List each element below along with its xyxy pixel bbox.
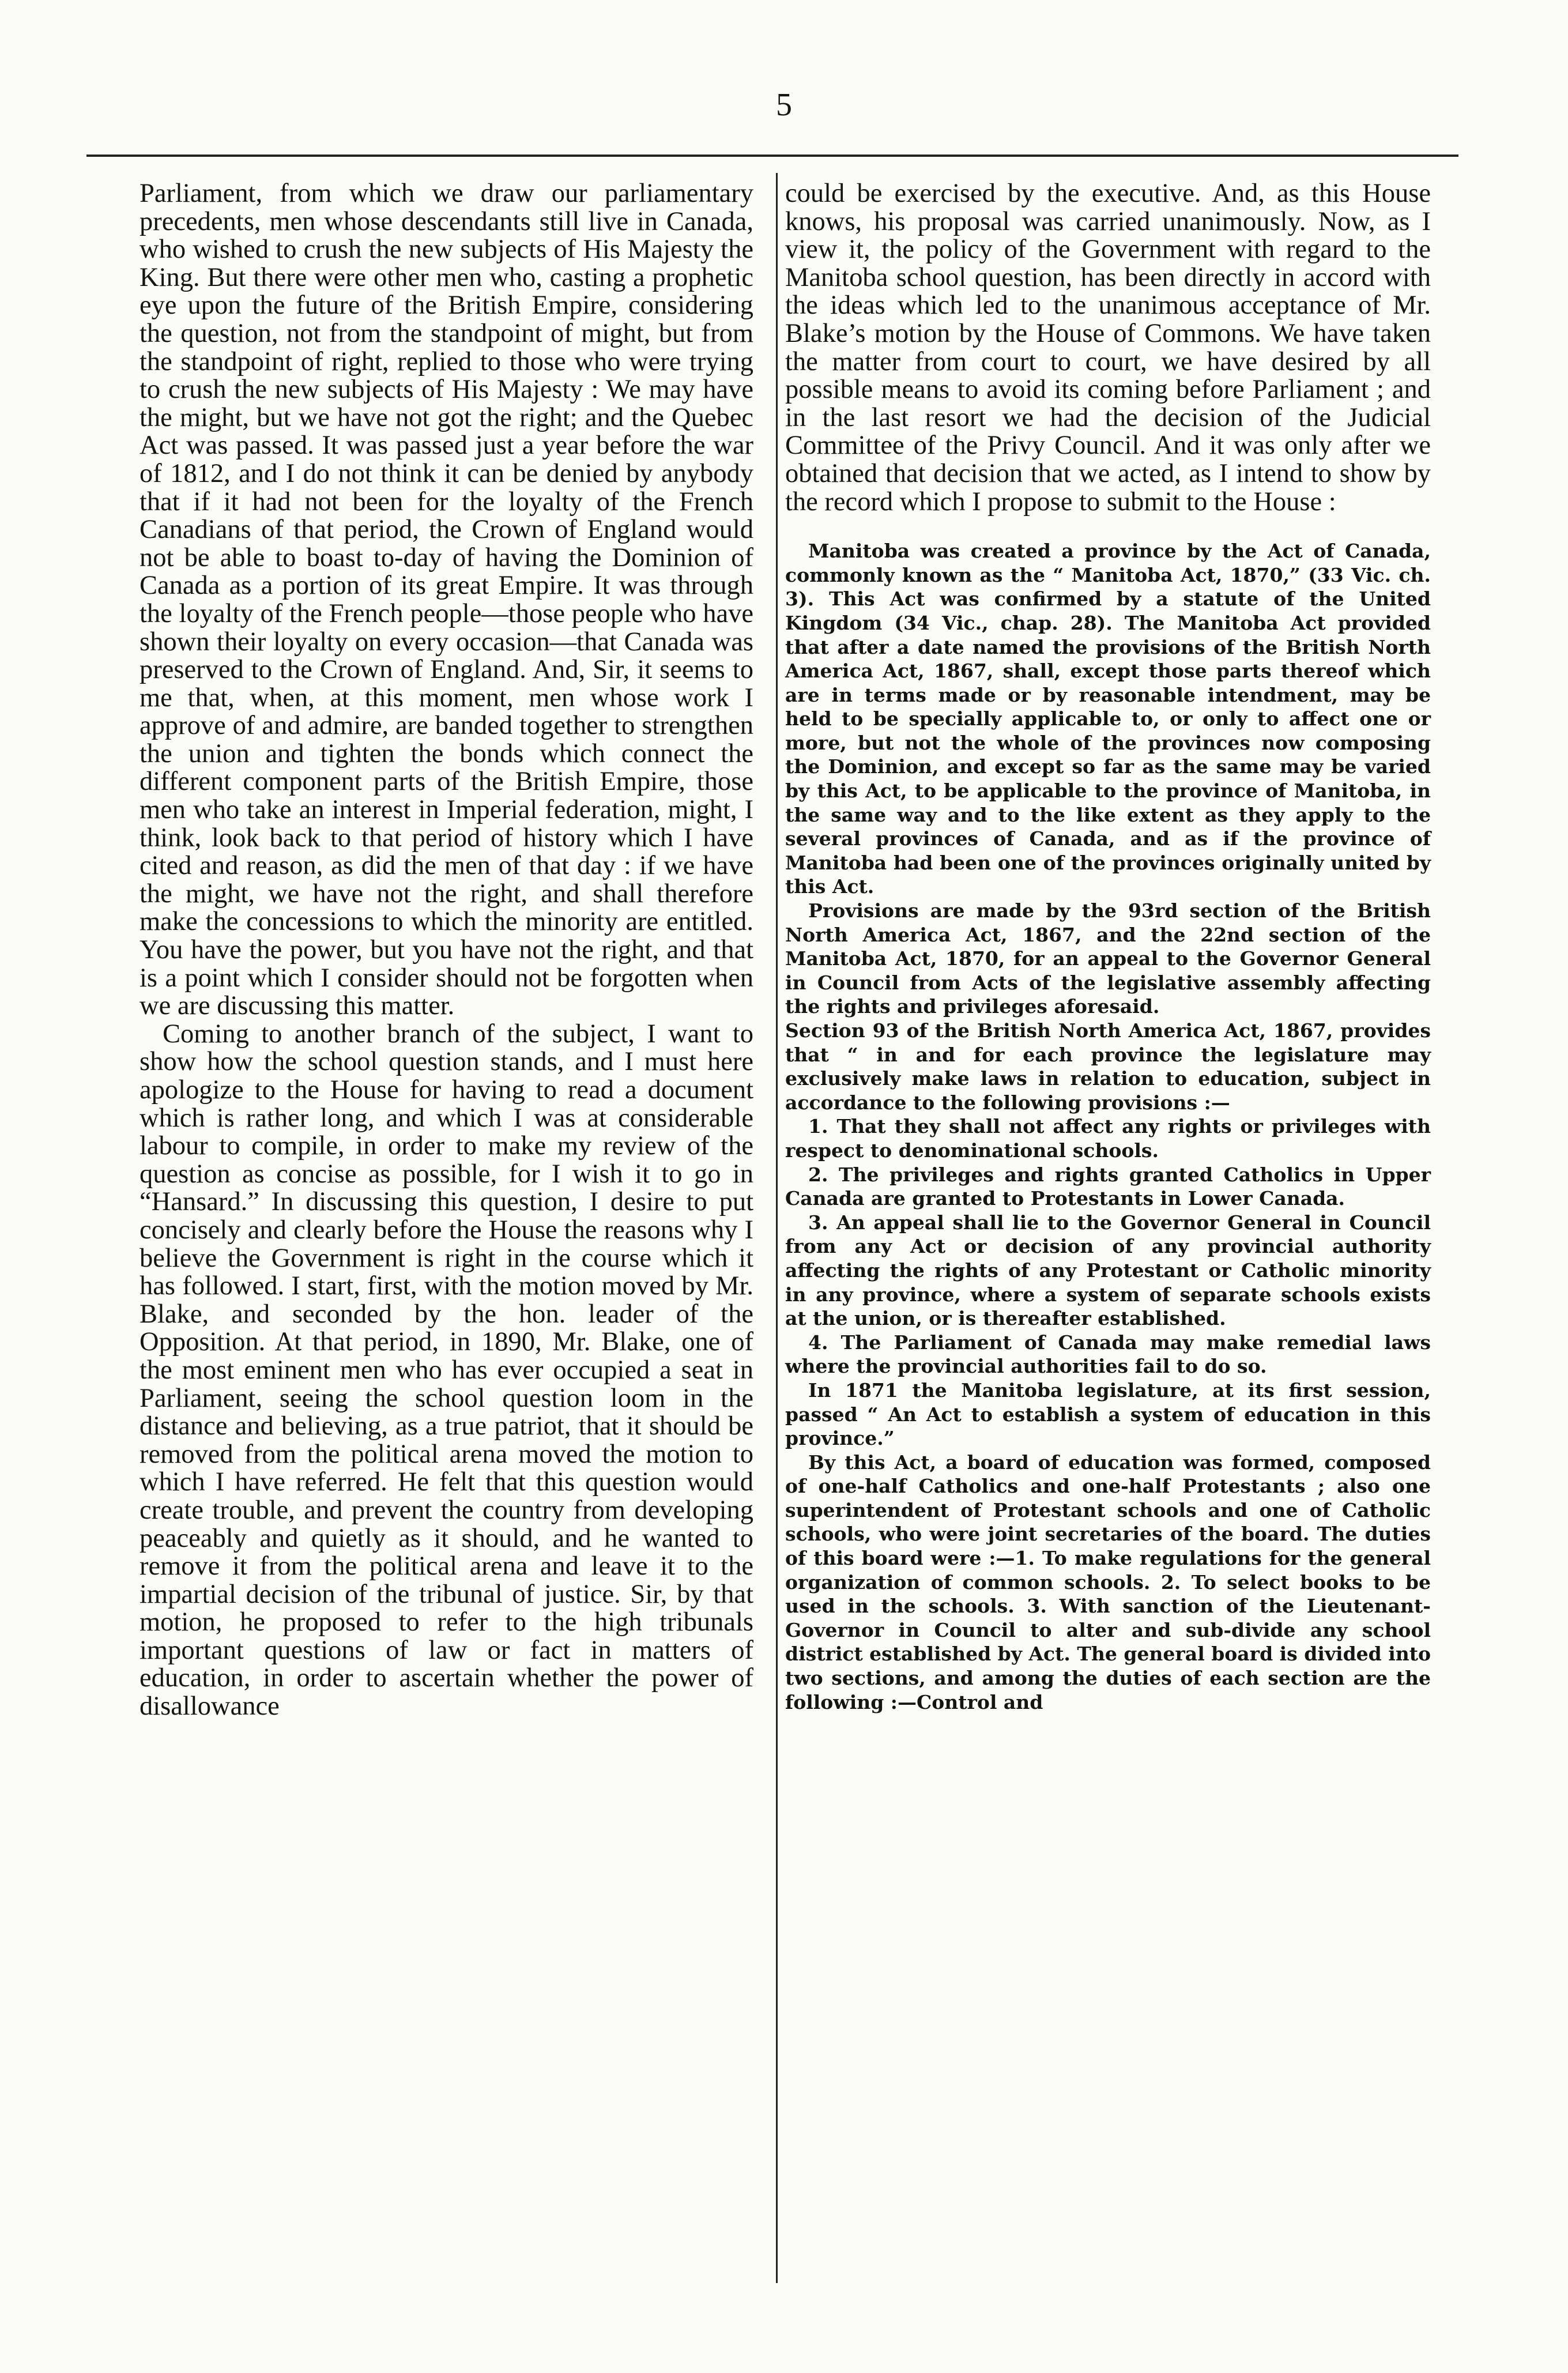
paragraph: Coming to another branch of the subject, I want to show how the school question stands, and I must here apologize to the House for having to read a document which is rather long, and which I was at considerable labour to compile, in order to make my review of the question as concise as possible, for I wish it to go in “Hansard.” In discussing this question, I desire to put concisely and clearly before the House the reasons why I believe the Government is right in the course which it has followed. I start, first, with the motion moved by Mr. Blake, and seconded by the hon. leader of the Opposition. At that period, in 1890, Mr. Blake, one of the most eminent men who has ever occupied a seat in Parliament, seeing the school question loom in the distance and believing, as a true patriot, that it should be removed from the political arena moved the motion to which I have referred. He felt that this question would create trouble, and prevent the country from developing peaceably and quietly as it should, and he wanted to remove it from the political arena and leave it to the impartial decision of the tribunal of justice. Sir, by that motion, he proposed to refer to the high tribunals important questions of law or fact in matters of education, in order to ascertain whether the power of disallowance — [140, 1019, 753, 1722]
column-divider — [776, 173, 778, 2283]
left-column — [140, 180, 753, 1721]
quote-paragraph: In 1871 the Manitoba legislature, at its first session, passed “ An Act to establish a system of education in this province.” — [785, 1378, 1431, 1450]
quote-list-item: 1. That they shall not affect any rights or privileges with respect to denominational schools. — [785, 1115, 1431, 1162]
quote-paragraph: Manitoba was created a province by the Act of Canada, commonly known as the “ Manitoba Act, 1870,” (33 Vic. ch. 3). This Act was confirmed by a statute of the United Kingdom (34 Vic., chap. 28). The Manitoba Act provided that after a date named the provisions of the British North America Act, 1867, shall, except those parts thereof which are in terms made or by reasonable intendment, may be held to be specially applicable to, or only to affect one or more, but not the whole of the provinces now composing the Dominion, and except so far as the same may be varied by this Act, to be applicable to the province of Manitoba, in the same way and to the like extent as they apply to the several provinces of Canada, and as if the province of Manitoba had been one of the provinces originally united by this Act. — [785, 540, 1431, 898]
quote-list-item: 3. An appeal shall lie to the Governor General in Council from any Act or decision of any provincial authority affecting the rights of any Protestant or Catholic minority in any province, where a system of separate schools exists at the union, or is thereafter established. — [785, 1211, 1431, 1330]
paragraph: Parliament, from which we draw our parliamentary precedents, men whose descendants still live in Canada, who wished to crush the new subjects of His Majesty the King. But there were other men who, casting a prophetic eye upon the future of the British Empire, considering the question, not from the standpoint of might, but from the standpoint of right, replied to those who were trying to crush the new subjects of His Majesty : We may have the might, but we have not got the right; and the Quebec Act was passed. It was passed just a year before the war of 1812, and I do not think it can be denied by anybody that if it had not been for the loyalty of the French Canadians of that period, the Crown of England would not be able to boast to-day of having the Dominion of Canada as a portion of its great Empire. It was through the loyalty of the French people—those people who have shown their loyalty on every occasion—that Canada was preserved to the Crown of England. And, Sir, it seems to me that, when, at this moment, men whose work I approve of and admire, are banded together to strengthen the union and tighten the bonds which connect the different component parts of the British Empire, those men who take an interest in Imperial federation, might, I think, look back to that period of history which I have cited and reason, as did the men of that day : if we have the might, we have not the right, and shall therefore make the concessions to which the minority are entitled. You have the power, but you have not the right, and that is a point which I consider should not be forgotten when we are discussing this matter. — [140, 179, 753, 1021]
quote-paragraph: Section 93 of the British North America Act, 1867, provides that “ in and for each province the legislature may exclusively make laws in relation to education, subject in accordance to the following provisions :— — [785, 1019, 1431, 1114]
paragraph: could be exercised by the executive. And, as this House knows, his proposal was carried unanimously. Now, as I view it, the policy of the Government with regard to the Manitoba school question, has been directly in accord with the ideas which led to the unanimous acceptance of Mr. Blake’s motion by the House of Commons. We have taken the matter from court to court, we have desired by all possible means to avoid its coming before Parliament ; and in the last resort we had the decision of the Judicial Committee of the Privy Council. And it was only after we obtained that decision that we acted, as I intend to show by the record which I propose to submit to the House : — [785, 179, 1431, 517]
quote-paragraph: By this Act, a board of education was formed, composed of one-half Catholics and one-half Protestants ; also one superintendent of Protestant schools and one of Catholic schools, who were joint secretaries of the board. The duties of this board were :—1. To make regulations for the general organization of common schools. 2. To select books to be used in the schools. 3. With sanction of the Lieutenant-Governor in Council to alter and sub-divide any school district established by Act. The general board is divided into two sections, and among the duties of each section are the following :—Control and — [785, 1451, 1431, 1713]
speech-text — [785, 180, 1431, 516]
quote-list-item: 4. The Parliament of Canada may make remedial laws where the provincial authorities fail to do so. — [785, 1331, 1431, 1378]
quote-list-item: 2. The privileges and rights granted Catholics in Upper Canada are granted to Protestants in Lower Canada. — [785, 1163, 1431, 1210]
quoted-document — [785, 539, 1431, 1714]
page-number: 5 — [776, 87, 792, 123]
quote-paragraph: Provisions are made by the 93rd section of the British North America Act, 1867, and the 22nd section of the Manitoba Act, 1870, for an appeal to the Governor General in Council from Acts of the legislative assembly affecting the rights and privileges aforesaid. — [785, 899, 1431, 1018]
right-column — [785, 180, 1431, 1714]
header-rule — [86, 155, 1458, 157]
